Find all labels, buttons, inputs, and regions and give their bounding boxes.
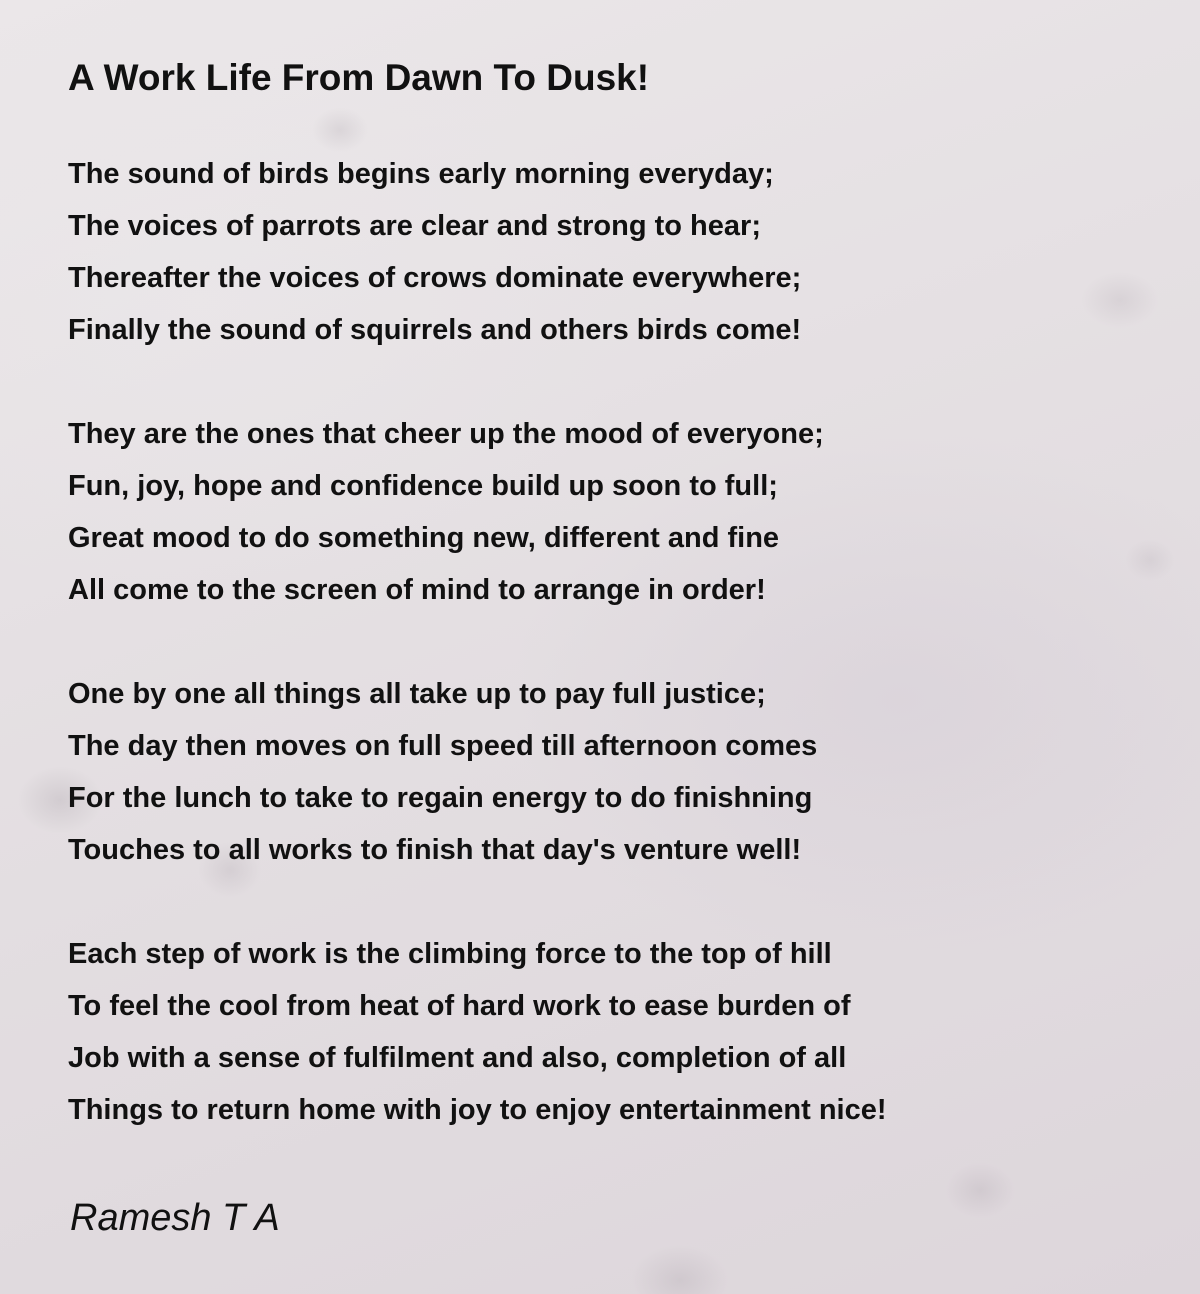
- poem-line: All come to the screen of mind to arrange in order!: [68, 574, 766, 606]
- poem-line: For the lunch to take to regain energy to do finishning: [68, 782, 813, 814]
- poem-line: Great mood to do something new, different and fine: [68, 522, 780, 554]
- stanza-1: [68, 148, 1168, 356]
- poem-line: To feel the cool from heat of hard work to ease burden of: [68, 990, 851, 1022]
- stanza-4: [68, 928, 1168, 1136]
- poem-line: They are the ones that cheer up the mood of everyone;: [68, 418, 824, 450]
- stanza-3: [68, 668, 1168, 876]
- poem-line: Thereafter the voices of crows dominate everywhere;: [68, 262, 802, 294]
- poem-line: Fun, joy, hope and confidence build up soon to full;: [68, 470, 778, 502]
- poem-line: Each step of work is the climbing force to the top of hill: [68, 938, 832, 970]
- poem-line: The sound of birds begins early morning everyday;: [68, 158, 774, 190]
- poem-author: Ramesh T A: [70, 1197, 280, 1239]
- poem-line: The voices of parrots are clear and strong to hear;: [68, 210, 761, 242]
- poem-line: Finally the sound of squirrels and others birds come!: [68, 314, 802, 346]
- poem-line: Things to return home with joy to enjoy entertainment nice!: [68, 1094, 887, 1126]
- poem-line: Job with a sense of fulfilment and also, completion of all: [68, 1042, 847, 1074]
- stanza-2: [68, 408, 1168, 616]
- poem-title: A Work Life From Dawn To Dusk!: [68, 57, 650, 98]
- poem-line: One by one all things all take up to pay full justice;: [68, 678, 766, 710]
- poem-line: Touches to all works to finish that day's venture well!: [68, 834, 802, 866]
- poem-line: The day then moves on full speed till afternoon comes: [68, 730, 818, 762]
- poem-body: [68, 148, 1168, 1188]
